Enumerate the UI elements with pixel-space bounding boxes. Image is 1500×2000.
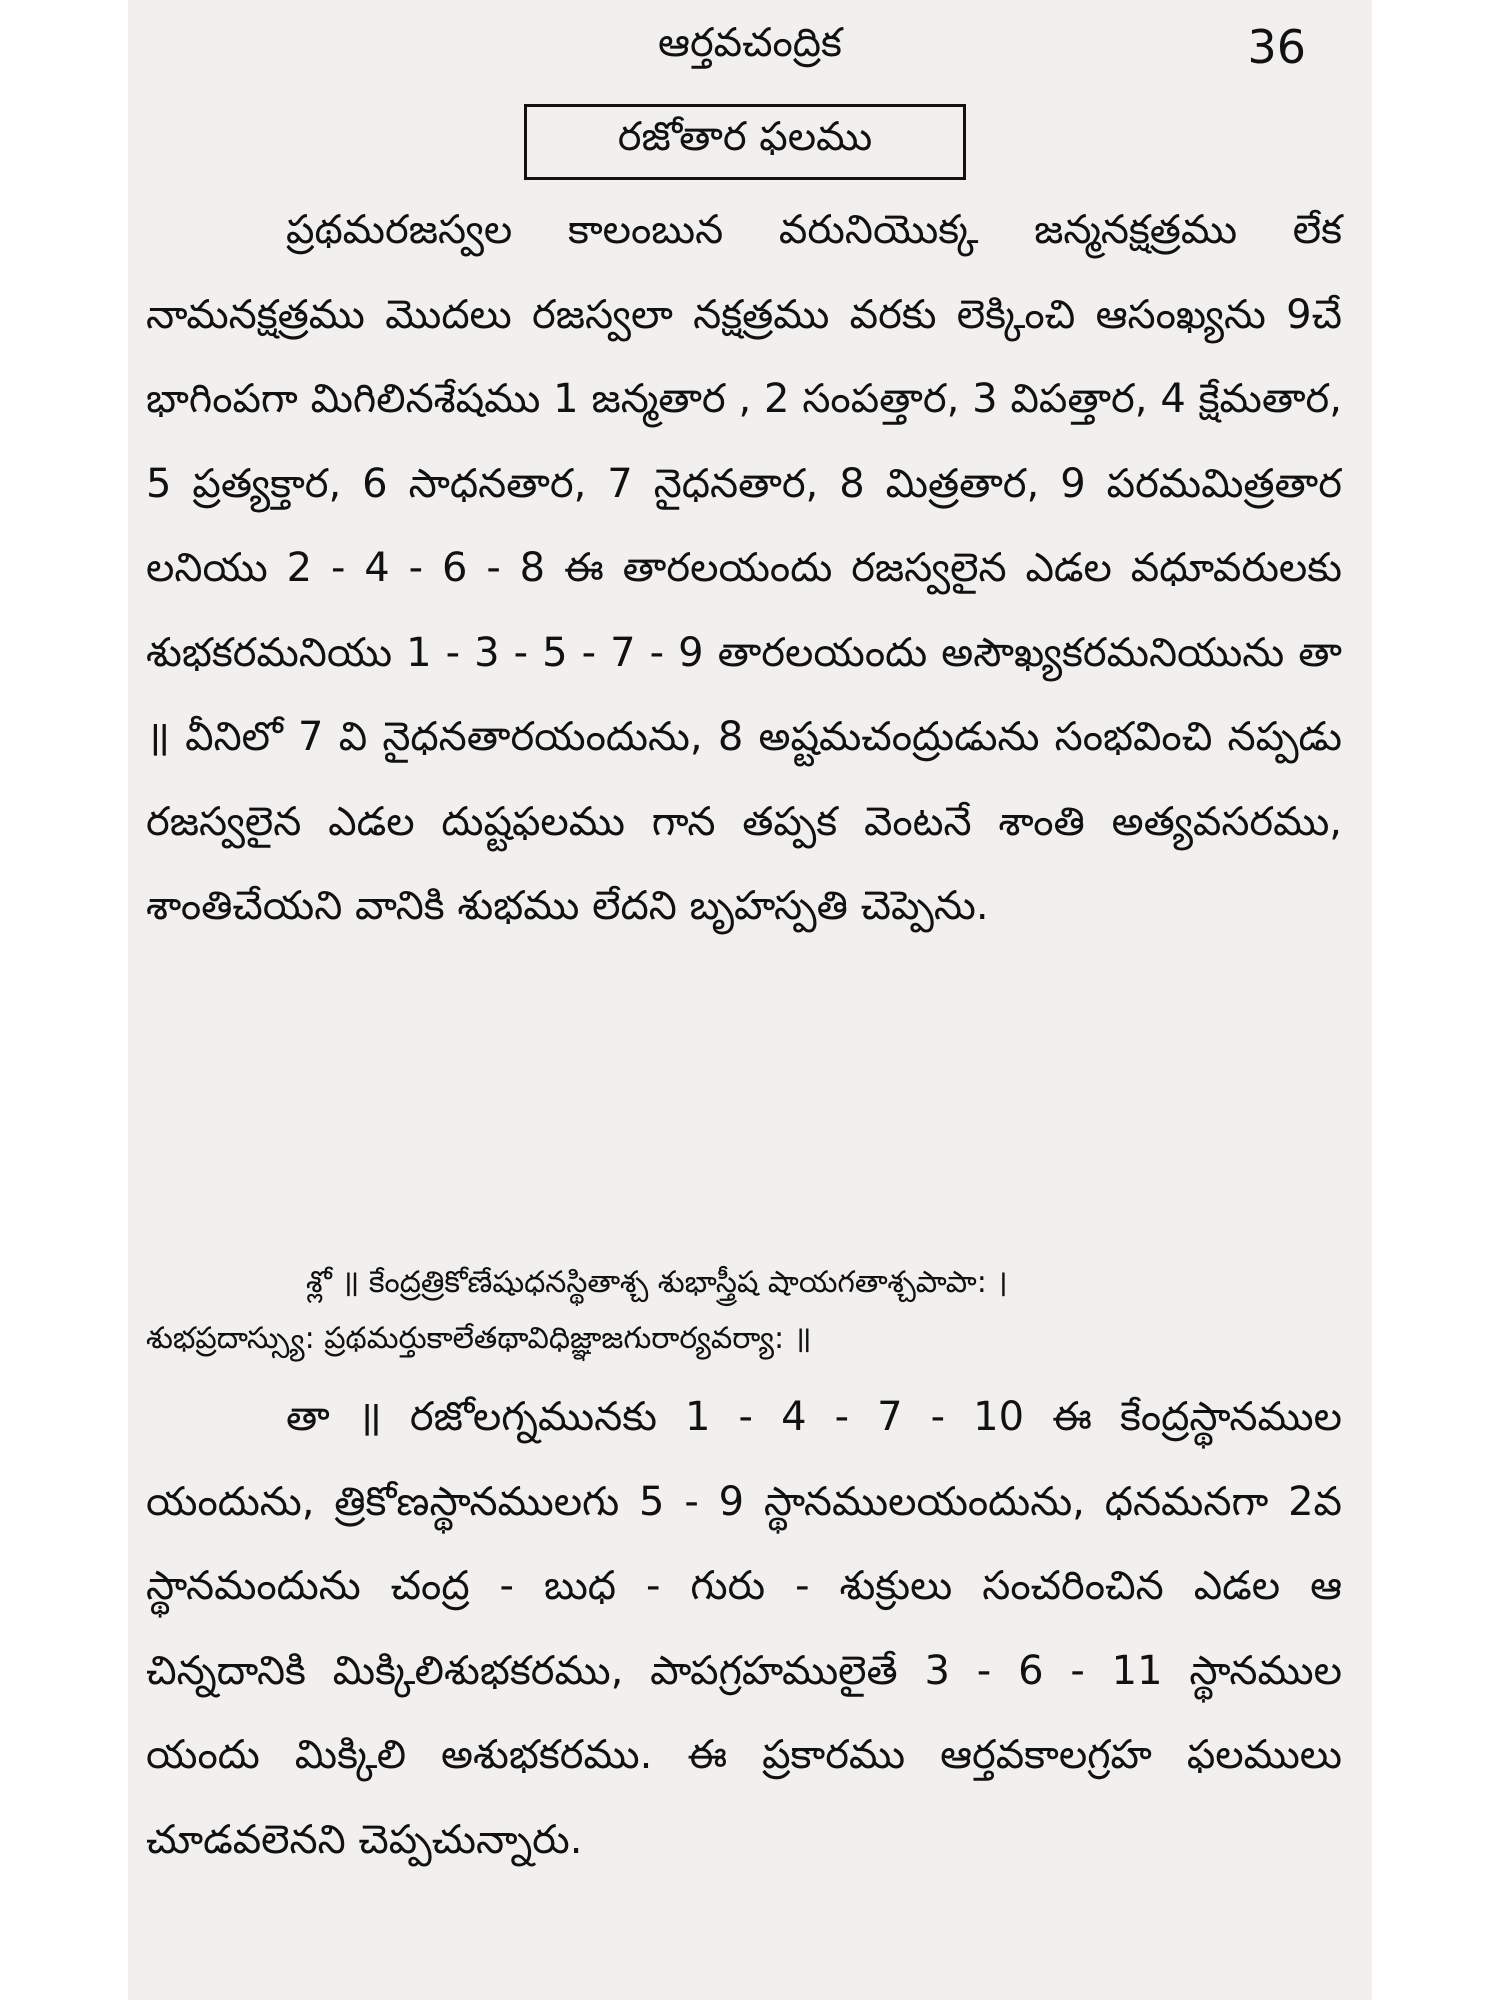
sloka-line-2: శుభప్రదాస్స్యు: ప్రథమర్తుకాలేతథావిధిజ్ఞాజగురార్యవర్యా: ॥	[146, 1321, 812, 1356]
paragraph-1: ప్రథమరజస్వల కాలంబున వరునియొక్క జన్మనక్షత్రము లేక నామనక్షత్రము మొదలు రజస్వలా నక్షత్రము వరకు లెక్కించి ఆసంఖ్యను 9చే భాగింపగా మిగిలినశేషము 1 జన్మతార , 2 సంపత్తార, 3 విపత్తార, 4 క్షేమతార, 5 ప్రత్యక్తార, 6 సాధనతార, 7 నైధనతార, 8 మిత్రతార, 9 పరమమిత్రతార లనియు 2 - 4 - 6 - 8 ఈ తారలయందు రజస్వలైన ఎడల వధూవరులకు శుభకరమనియు 1 - 3 - 5 - 7 - 9 తారలయందు అసౌఖ్యకరమనియును తా ॥ వీనిలో 7 వి నైధనతారయందును, 8 అష్టమచంద్రుడును సంభవించి నప్పడు రజస్వలైన ఎడల దుష్టఫలము గాన తప్పక వెంటనే శాంతి అత్యవసరము, శాంతిచేయని వానికి శుభము లేదని బృహస్పతి చెప్పెను.	[146, 207, 1342, 929]
section-heading-box	[524, 104, 966, 180]
page-number: 36	[1247, 20, 1306, 74]
paragraph-2: తా ॥ రజోలగ్నమునకు 1 - 4 - 7 - 10 ఈ కేంద్రస్థానముల యందును, త్రికోణస్థానములగు 5 - 9 స్థానములయందును, ధనమనగా 2వ స్థానమందును చంద్ర - బుధ - గురు - శుక్రులు సంచరించిన ఎడల ఆ చిన్నదానికి మిక్కిలిశుభకరము, పాపగ్రహములైతే 3 - 6 - 11 స్థానముల యందు మిక్కిలి అశుభకరము. ఈ ప్రకారము ఆర్తవకాలగ్రహ ఫలములు చూడవలెనని చెప్పచున్నారు.	[146, 1394, 1342, 1863]
running-header-title: ఆర్తవచంద్రిక	[658, 20, 842, 66]
section-heading: రజోతార ఫలము	[617, 114, 873, 160]
sloka-verse	[146, 1255, 1342, 1367]
book-page	[128, 0, 1372, 2000]
sloka-line-1: శ్లో ॥ కేంద్రత్రికోణేషుధనస్థితాశ్చ శుభాస్త్రీష షాయగతాశ్చపాపా: ।	[306, 1265, 1008, 1300]
